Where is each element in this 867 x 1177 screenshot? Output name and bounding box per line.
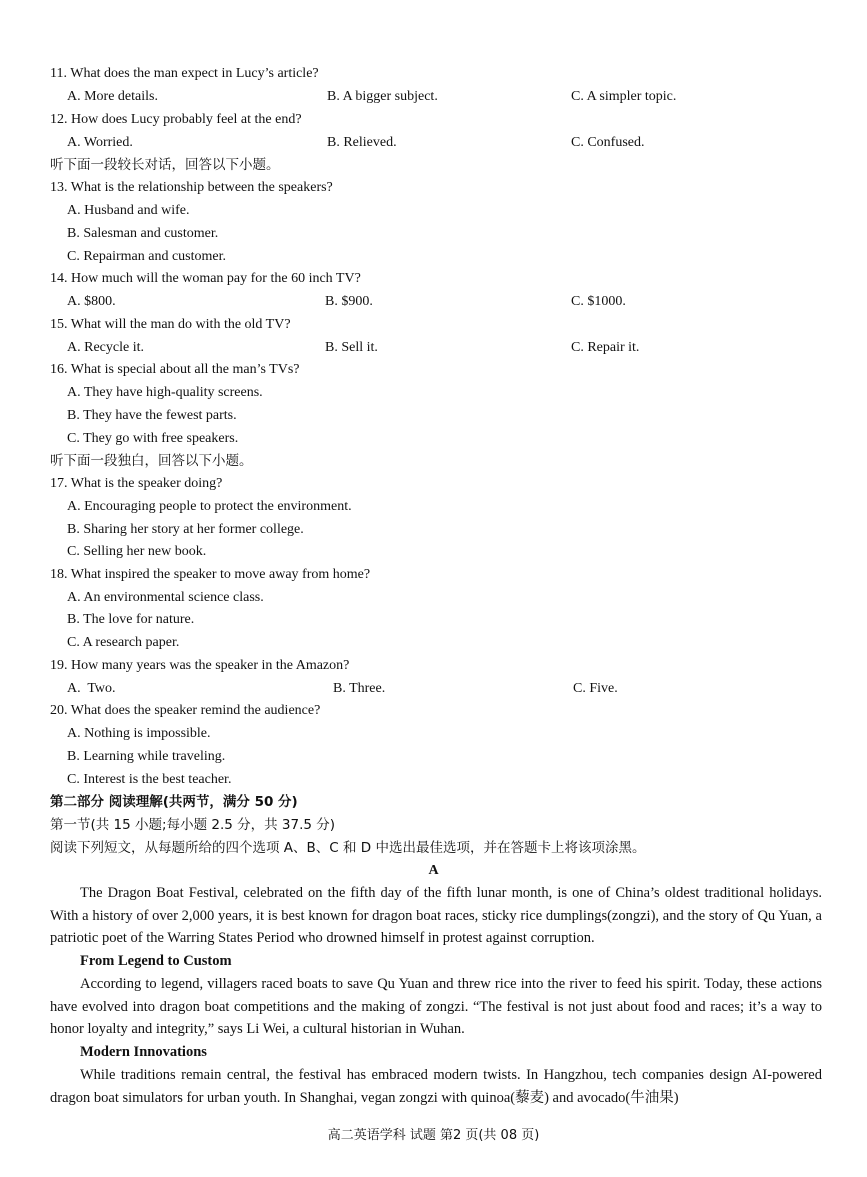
question-12-option-b: B. Relieved. <box>327 135 397 150</box>
question-20-option-c: C. Interest is the best teacher. <box>67 772 232 787</box>
question-20-option-b: B. Learning while traveling. <box>67 749 226 764</box>
passage-heading-2: Modern Innovations <box>80 1044 207 1060</box>
question-12-stem: 12. How does Lucy probably feel at the end? <box>50 112 302 127</box>
question-11-option-a: A. More details. <box>67 89 158 104</box>
question-16-option-b: B. They have the fewest parts. <box>67 408 237 423</box>
question-16-stem: 16. What is special about all the man’s TVs? <box>50 362 300 377</box>
page-footer: 高二英语学科 试题 第2 页(共 08 页) <box>327 1128 540 1143</box>
question-16-option-c: C. They go with free speakers. <box>67 431 239 446</box>
question-17-option-a: A. Encouraging people to protect the environment. <box>67 499 352 514</box>
question-19-option-c: C. Five. <box>573 681 618 696</box>
passage-paragraph-3-text: While traditions remain central, the festival has embraced modern twists. In Hangzhou, tech companies design AI-powered dragon boat simulators for urban youth. In Shanghai, vegan zongzi with quinoa(藜麦) and avocado(牛油果) <box>50 1067 822 1106</box>
question-13-stem: 13. What is the relationship between the speakers? <box>50 180 333 195</box>
passage-paragraph-1-text: The Dragon Boat Festival, celebrated on the fifth day of the fifth lunar month, is one of China’s oldest traditional holidays. With a history of over 2,000 years, it is best known for dragon boat races, sticky rice dumplings(zongzi), and the story of Qu Yuan, a patriotic poet of the Warring States Period who drowned himself in protest against corruption. <box>50 885 822 947</box>
question-18-option-c: C. A research paper. <box>67 635 180 650</box>
question-18-stem: 18. What inspired the speaker to move away from home? <box>50 567 371 582</box>
question-12-option-c: C. Confused. <box>571 135 645 150</box>
question-13-option-a: A. Husband and wife. <box>67 203 190 218</box>
question-18-option-b: B. The love for nature. <box>67 612 195 627</box>
question-14-stem: 14. How much will the woman pay for the 60 inch TV? <box>50 271 361 286</box>
question-19-stem: 19. How many years was the speaker in the Amazon? <box>50 658 350 673</box>
question-19-option-b: B. Three. <box>333 681 386 696</box>
question-13-option-b: B. Salesman and customer. <box>67 226 219 241</box>
question-15-stem: 15. What will the man do with the old TV? <box>50 317 291 332</box>
question-14-option-a: A. $800. <box>67 294 116 309</box>
part2-title: 第二部分 阅读理解(共两节，满分 50 分) <box>50 794 298 810</box>
part2-section1-title: 第一节(共 15 小题;每小题 2.5 分，共 37.5 分) <box>50 817 336 833</box>
question-14-option-c: C. $1000. <box>571 294 626 309</box>
question-15-option-a: A. Recycle it. <box>67 340 144 355</box>
question-17-option-c: C. Selling her new book. <box>67 544 207 559</box>
question-11-option-c: C. A simpler topic. <box>571 89 677 104</box>
part2-instruction: 阅读下列短文，从每题所给的四个选项 A、B、C 和 D 中选出最佳选项，并在答题卡上将该项涂黑。 <box>50 840 646 856</box>
passage-heading-1: From Legend to Custom <box>80 953 232 969</box>
question-17-stem: 17. What is the speaker doing? <box>50 476 223 491</box>
question-15-option-c: C. Repair it. <box>571 340 640 355</box>
question-13-option-c: C. Repairman and customer. <box>67 249 227 264</box>
monologue-instruction: 听下面一段独白，回答以下小题。 <box>50 453 253 469</box>
question-19-option-a: A. Two. <box>67 681 116 696</box>
question-18-option-a: A. An environmental science class. <box>67 590 264 605</box>
question-17-option-b: B. Sharing her story at her former college. <box>67 522 304 537</box>
question-20-option-a: A. Nothing is impossible. <box>67 726 211 741</box>
passage-paragraph-2-text: According to legend, villagers raced boats to save Qu Yuan and threw rice into the river to feed his spirit. Today, these actions have evolved into dragon boat competitions and the making of zongzi. “The festival is not just about food and races; it’s a way to honor loyalty and integrity,” says Li Wei, a cultural historian in Wuhan. <box>50 976 822 1038</box>
passage-paragraph-3 <box>50 1064 822 1109</box>
question-15-option-b: B. Sell it. <box>325 340 378 355</box>
question-14-option-b: B. $900. <box>325 294 373 309</box>
question-12-option-a: A. Worried. <box>67 135 133 150</box>
question-11-option-b: B. A bigger subject. <box>327 89 438 104</box>
question-16-option-a: A. They have high-quality screens. <box>67 385 263 400</box>
question-11-stem: 11. What does the man expect in Lucy’s article? <box>50 66 319 81</box>
passage-paragraph-1 <box>50 882 822 950</box>
long-dialogue-instruction: 听下面一段较长对话，回答以下小题。 <box>50 157 280 173</box>
passage-letter: A <box>428 863 439 878</box>
passage-paragraph-2 <box>50 973 822 1041</box>
question-20-stem: 20. What does the speaker remind the audience? <box>50 703 321 718</box>
